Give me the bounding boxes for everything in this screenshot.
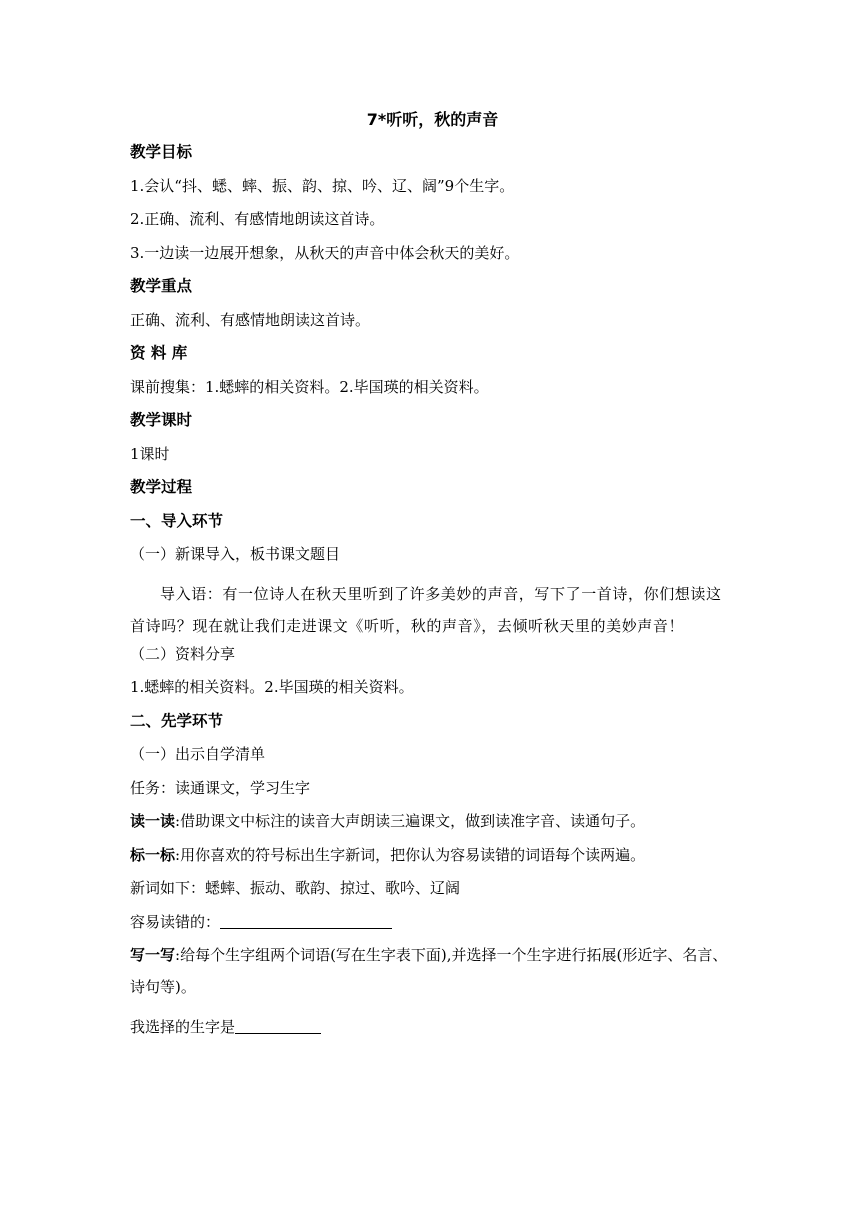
resources-heading: 资 料 库 xyxy=(130,344,188,362)
error-words-line xyxy=(130,912,735,932)
lesson-title: 7*听听，秋的声音 xyxy=(366,110,499,129)
objectives-heading: 教学目标 xyxy=(130,143,193,161)
write-instruction xyxy=(130,939,735,1003)
key-points-text: 正确、流利、有感情地朗读这首诗。 xyxy=(130,310,371,329)
new-words-text: 新词如下：蟋蟀、振动、歌韵、掠过、歌吟、辽阔 xyxy=(130,879,461,897)
write-label: 写一写 xyxy=(130,946,176,964)
chosen-char-label: 我选择的生字是 xyxy=(130,1017,236,1036)
section1-sub2: （二）资料分享 xyxy=(130,644,236,663)
intro-paragraph: 导入语：有一位诗人在秋天里听到了许多美妙的声音，写下了一首诗，你们想读这首诗吗？现在就让我们走进课文《听听，秋的声音》，去倾听秋天里的美妙声音！ xyxy=(130,584,722,635)
process-heading: 教学过程 xyxy=(130,478,193,496)
read-text: :借助课文中标注的读音大声朗读三遍课文，做到读准字音、读通句子。 xyxy=(175,812,646,830)
task-text: 任务：读通课文，学习生字 xyxy=(130,778,311,797)
write-text: :给每个生字组两个词语(写在生字表下面),并选择一个生字进行拓展(形近字、名言、诗句等)。 xyxy=(130,946,728,996)
objective-item-2: 2.正确、流利、有感情地朗读这首诗。 xyxy=(130,210,385,228)
key-points-heading: 教学重点 xyxy=(130,277,193,295)
section1-sub1: （一）新课导入，板书课文题目 xyxy=(130,545,341,563)
hours-text: 1课时 xyxy=(130,444,170,463)
chosen-char-line xyxy=(130,1017,735,1037)
read-label: 读一读 xyxy=(130,812,176,830)
share-text: 1.蟋蟀的相关资料。2.毕国瑛的相关资料。 xyxy=(130,678,414,696)
read-instruction xyxy=(130,811,735,831)
objective-item-3: 3.一边读一边展开想象，从秋天的声音中体会秋天的美好。 xyxy=(130,243,520,262)
resources-text: 课前搜集：1.蟋蟀的相关资料。2.毕国瑛的相关资料。 xyxy=(130,377,489,396)
mark-instruction xyxy=(130,845,735,865)
section2-sub1: （一）出示自学清单 xyxy=(130,745,266,763)
error-words-label: 容易读错的： xyxy=(130,912,221,931)
chosen-char-blank[interactable] xyxy=(235,1017,321,1034)
mark-text: :用你喜欢的符号标出生字新词，把你认为容易读错的词语每个读两遍。 xyxy=(175,845,646,864)
objective-item-1: 1.会认“抖、蟋、蟀、振、韵、掠、吟、辽、阔”9个生字。 xyxy=(130,176,515,195)
section2-heading: 二、先学环节 xyxy=(130,711,224,730)
hours-heading: 教学课时 xyxy=(130,411,193,429)
mark-label: 标一标 xyxy=(130,845,176,864)
section1-heading: 一、导入环节 xyxy=(130,511,224,530)
error-words-blank[interactable] xyxy=(220,912,392,929)
document-page xyxy=(130,110,735,1050)
